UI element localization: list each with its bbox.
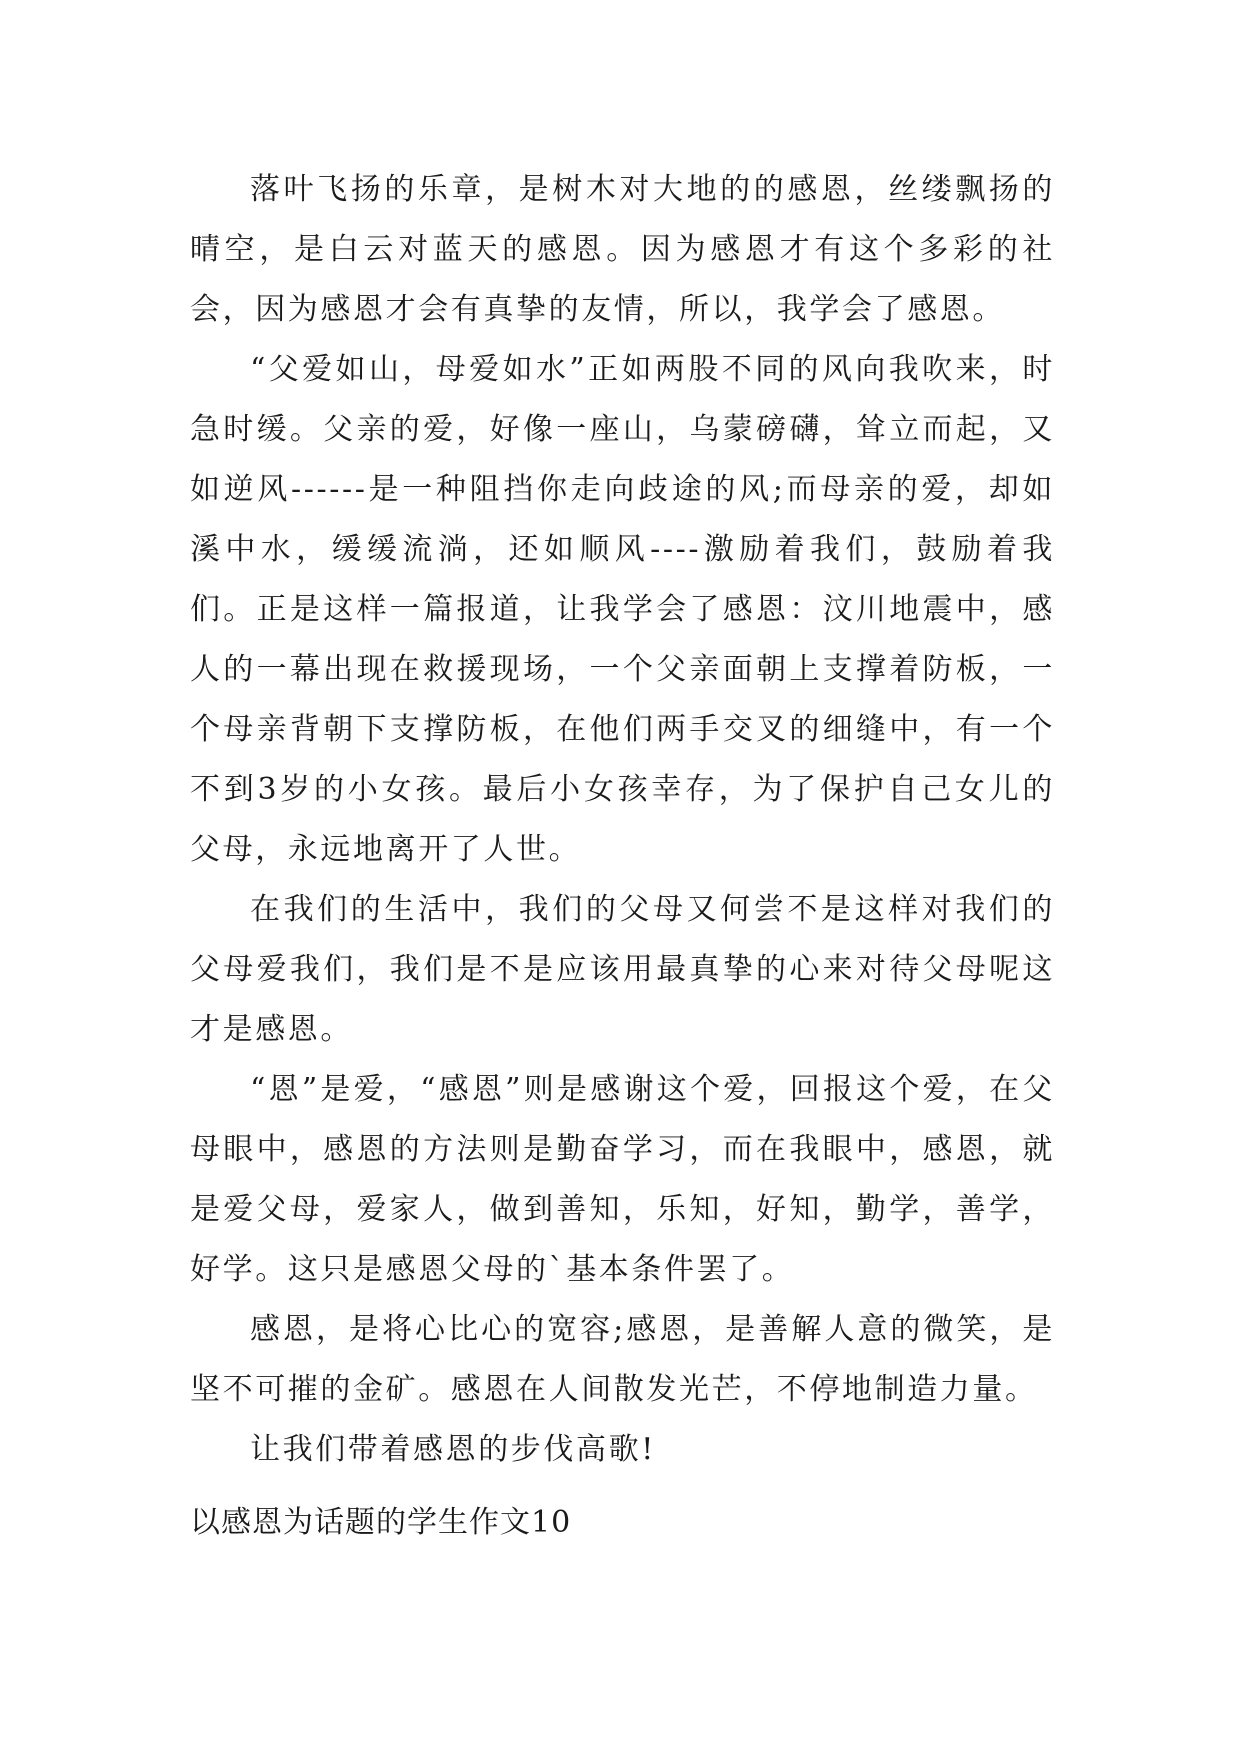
paragraph-2: “父爱如山，母爱如水”正如两股不同的风向我吹来，时急时缓。父亲的爱，好像一座山，乌蒙磅礴，耸立而起，又如逆风------是一种阻挡你走向歧途的风;而母亲的爱，却如溪中水，缓缓流淌，还如顺风----激励着我们，鼓励着我们。正是这样一篇报道，让我学会了感恩：汶川地震中，感人的一幕出现在救援现场，一个父亲面朝上支撑着防板，一个母亲背朝下支撑防板，在他们两手交叉的细缝中，有一个不到3岁的小女孩。最后小女孩幸存，为了保护自己女儿的父母，永远地离开了人世。 bbox=[190, 352, 1055, 867]
paragraph-4: “恩”是爱，“感恩”则是感谢这个爱，回报这个爱，在父母眼中，感恩的方法则是勤奋学习，而在我眼中，感恩，就是爱父母，爱家人，做到善知，乐知，好知，勤学，善学，好学。这只是感恩父母的`基本条件罢了。 bbox=[190, 1072, 1055, 1287]
essay-body bbox=[190, 160, 1055, 1480]
paragraph-6: 让我们带着感恩的步伐高歌! bbox=[250, 1432, 656, 1467]
paragraph-3: 在我们的生活中，我们的父母又何尝不是这样对我们的父母爱我们，我们是不是应该用最真挚的心来对待父母呢这才是感恩。 bbox=[190, 892, 1055, 1047]
next-essay-heading: 以感恩为话题的学生作文10 bbox=[190, 1505, 572, 1540]
paragraph-1: 落叶飞扬的乐章，是树木对大地的的感恩，丝缕飘扬的晴空，是白云对蓝天的感恩。因为感恩才有这个多彩的社会，因为感恩才会有真挚的友情，所以，我学会了感恩。 bbox=[190, 172, 1055, 327]
paragraph-5: 感恩，是将心比心的宽容;感恩，是善解人意的微笑，是坚不可摧的金矿。感恩在人间散发光芒，不停地制造力量。 bbox=[190, 1312, 1055, 1407]
